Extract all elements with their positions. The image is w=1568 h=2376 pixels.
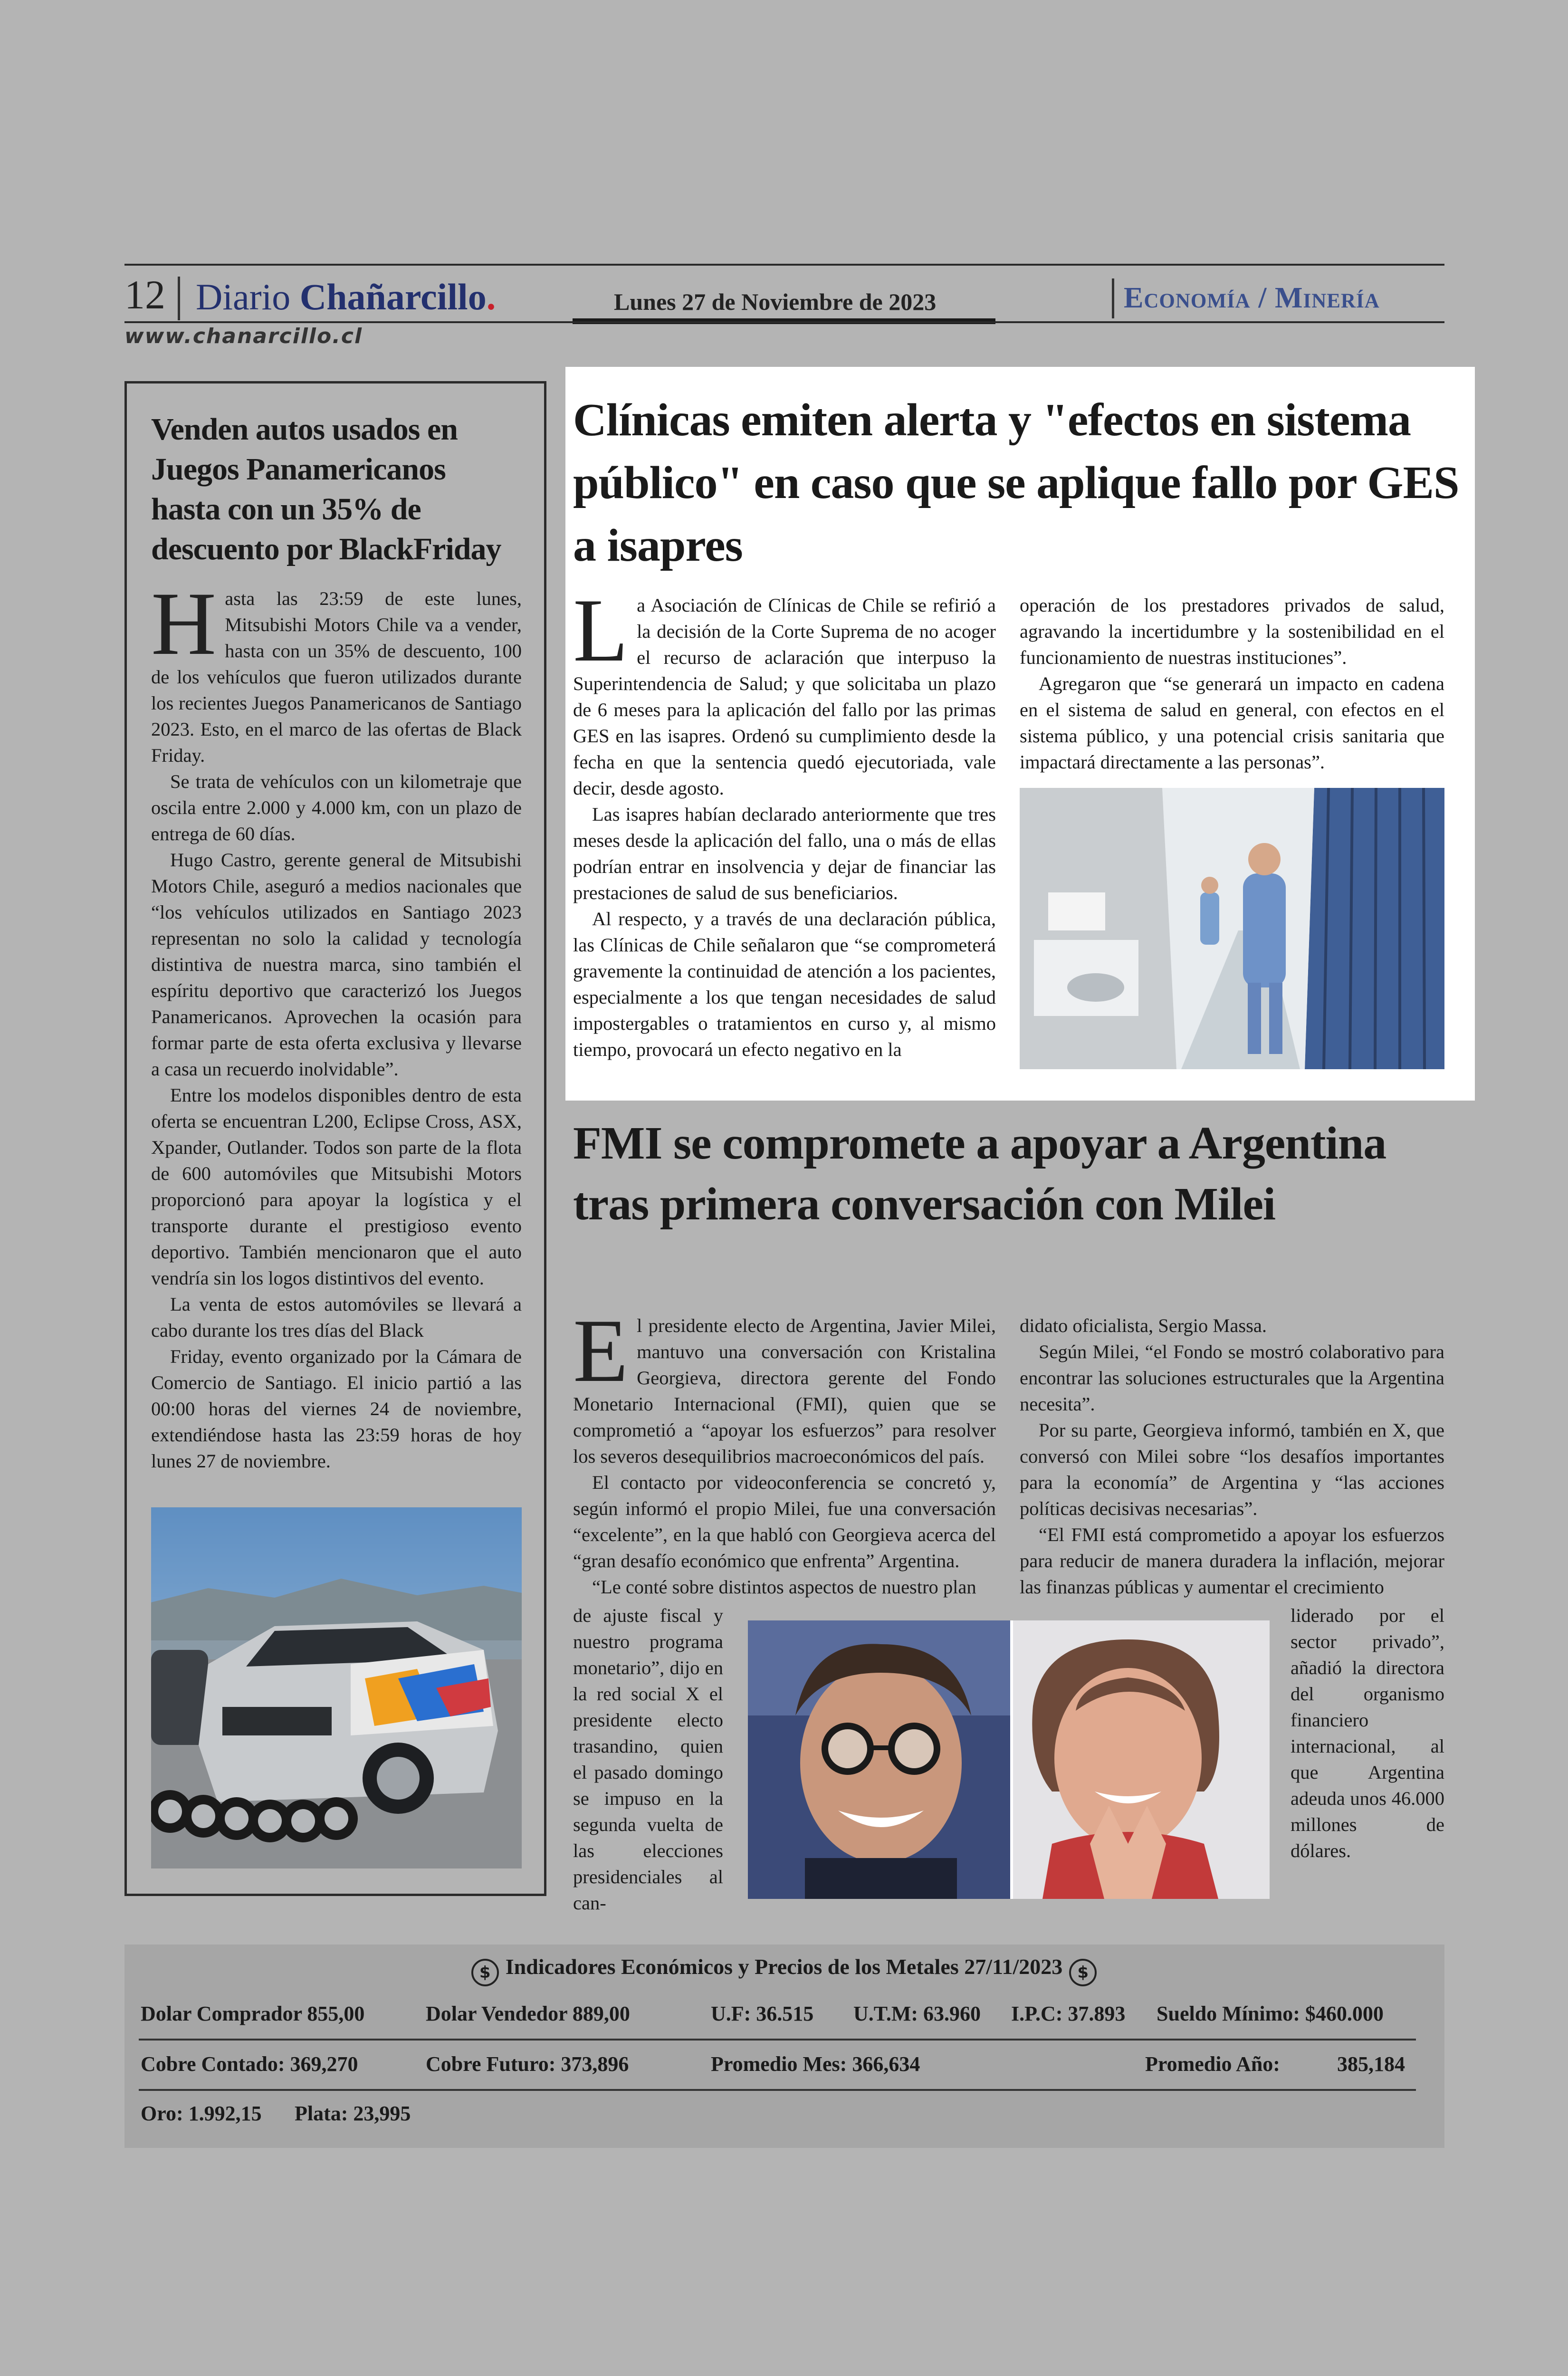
- dolar-comprador: Dolar Comprador 855,00: [141, 2002, 365, 2025]
- article2-paragraph: liderado por el sector privado”, añadió la directora del organismo financiero internacional, al que Argentina adeuda unos 46.000 millones de dólares.: [1291, 1605, 1444, 1861]
- left-article-paragraph: Se trata de vehículos con un kilometraje que oscila entre 2.000 y 4.000 km, con un plazo de entrega de 60 días.: [151, 771, 522, 844]
- paper-name: [196, 276, 496, 318]
- section-name: Economía / Minería: [1124, 282, 1380, 314]
- paper-name-bold: Chañarcillo: [299, 276, 487, 317]
- left-article-body: [151, 574, 522, 1474]
- dropcap: E: [573, 1301, 629, 1401]
- article1-paragraph: Las isapres habían declarado anteriormente que tres meses desde la aplicación del fallo, una o más de ellas podrían entrar en insolvencia y dejar de financiar las prestaciones de salud de sus beneficiarios.: [573, 804, 996, 903]
- article2-paragraph: “Le conté sobre distintos aspectos de nuestro plan: [592, 1576, 976, 1598]
- dropcap: H: [151, 574, 217, 674]
- article2-paragraph: Según Milei, “el Fondo se mostró colaborativo para encontrar las soluciones estructurales que la Argentina necesita”.: [1020, 1341, 1444, 1415]
- cobre-futuro: Cobre Futuro: 373,896: [426, 2052, 629, 2076]
- paper-name-dot: .: [486, 276, 496, 317]
- cobre-contado: Cobre Contado: 369,270: [141, 2052, 358, 2076]
- article1-paragraph: La Asociación de Clínicas de Chile se refirió a la decisión de la Corte Suprema de no acoger el recurso de aclaración que interpuso la Superintendencia de Salud; y que solicitaba un plazo de 6 meses para la aplicación del fallo por las primas GES en las isapres. Ordenó su cumplimiento desde la fecha en que la sentencia quedó ejecutoriada, vale decir, desde agosto.: [573, 581, 996, 799]
- article2-paragraph: de ajuste fiscal y nuestro programa monetario”, dijo en la red social X el presidente electo trasandino, quien el pasado domingo se impuso en la segunda vuelta de las elecciones presidenciales al can-: [573, 1605, 723, 1914]
- header-rule-bottom: [124, 321, 1444, 323]
- car-photo: [151, 1507, 522, 1868]
- promedio-mes: Promedio Mes: 366,634: [711, 2052, 920, 2076]
- indicators-title: [0, 1954, 1568, 1986]
- section-divider: [1112, 278, 1114, 318]
- dropcap: L: [573, 581, 629, 680]
- utm-value: U.T.M: 63.960: [853, 2002, 981, 2025]
- indicators-divider: [139, 2039, 1416, 2041]
- article2-column2-narrow: [1291, 1602, 1444, 1864]
- left-article-paragraph: La venta de estos automóviles se llevará a cabo durante los tres días del Black: [151, 1293, 522, 1341]
- left-article-paragraph: Hugo Castro, gerente general de Mitsubishi Motors Chile, aseguró a medios nacionales que “los vehículos utilizados en Santiago 2023 representan no solo la calidad y tecnología distintiva de nuestra marca, sino también el espíritu deportivo que caracterizó los Juegos Panamericanos. Aprovechen la ocasión para formar parte de esta oferta exclusiva y llevarse a casa un recuerdo inolvidable”.: [151, 849, 522, 1080]
- left-article-title: Venden autos usados en Juegos Panamericanos hasta con un 35% de descuento por BlackFriday: [151, 412, 501, 566]
- milei-georgieva-photo: [748, 1620, 1270, 1899]
- article2-paragraph: Por su parte, Georgieva informó, también en X, que conversó con Milei sobre “los desafíos importantes para la economía” de Argentina y “las acciones políticas decisivas necesarias”.: [1020, 1419, 1444, 1519]
- article2-paragraph: El presidente electo de Argentina, Javier Milei, mantuvo una conversación con Kristalina Georgieva, directora gerente del Fondo Monetario Internacional (FMI), quien que se comprometió a “apoyar los esfuerzos” para resolver los severos desequilibrios macroeconómicos del país.: [573, 1301, 996, 1467]
- ipc-value: I.P.C: 37.893: [1011, 2002, 1126, 2025]
- oro-value: Oro: 1.992,15: [141, 2102, 262, 2125]
- indicators-title-text: Indicadores Económicos y Precios de los Metales 27/11/2023: [505, 1954, 1063, 1979]
- paper-name-prefix: Diario: [196, 276, 300, 317]
- left-article-paragraph: Entre los modelos disponibles dentro de esta oferta se encuentran L200, Eclipse Cross, ASX, Xpander, Outlander. Todos son parte de la flota de 600 automóviles que Mitsubishi Motors proporcionó para apoyar la logística y el transporte durante el prestigioso evento deportivo. También mencionaron que el auto vendría sin los logos distintivos del evento.: [151, 1084, 522, 1289]
- money-bag-icon: $: [1069, 1959, 1097, 1986]
- uf-value: U.F: 36.515: [711, 2002, 814, 2025]
- article1-column2: [1020, 592, 1444, 775]
- hospital-photo: [1020, 788, 1444, 1069]
- left-article-paragraph: Friday, evento organizado por la Cámara de Comercio de Santiago. El inicio partió a las 00:00 horas del viernes 24 de noviembre, extendiéndose hasta las 23:59 horas de hoy lunes 27 de noviembre.: [151, 1346, 522, 1472]
- article1-paragraph: Al respecto, y a través de una declaración pública, las Clínicas de Chile señalaron que “se comprometerá gravemente la continuidad de atención a los pacientes, especialmente a los que tengan necesidades de salud impostergables o tratamientos en curso y, al mismo tiempo, provocará un efecto negativo en la: [573, 908, 996, 1060]
- sueldo-minimo: Sueldo Mínimo: $460.000: [1157, 2002, 1384, 2025]
- article2-title: FMI se compromete a apoyar a Argentina tras primera conversación con Milei: [573, 1118, 1386, 1230]
- article2-column1-narrow: [573, 1602, 723, 1916]
- promedio-anio-label: Promedio Año:: [1145, 2052, 1280, 2076]
- website-url: www.chanarcillo.cl: [124, 324, 363, 348]
- article2-paragraph: El contacto por videoconferencia se concretó y, según informó el propio Milei, fue una conversación “excelente”, en la que habló con Georgieva acerca del “gran desafío económico que enfrenta” Argentina.: [573, 1472, 996, 1571]
- plata-value: Plata: 23,995: [295, 2102, 411, 2125]
- article2-paragraph: “El FMI está comprometido a apoyar los esfuerzos para reducir de manera duradera la inflación, mejorar las finanzas públicas y aumentar el crecimiento: [1020, 1524, 1444, 1598]
- header-rule-top: [124, 264, 1444, 266]
- issue-date: Lunes 27 de Noviembre de 2023: [614, 288, 937, 315]
- money-bag-icon: $: [471, 1959, 499, 1986]
- article2-column1: [573, 1301, 996, 1600]
- indicators-divider: [139, 2089, 1416, 2091]
- left-article-paragraph: Hasta las 23:59 de este lunes, Mitsubishi Motors Chile va a vender, hasta con un 35% de descuento, 100 de los vehículos que fueron utilizados durante los recientes Juegos Panamericanos de Santiago 2023. Esto, en el marco de las ofertas de Black Friday.: [151, 574, 522, 766]
- page-number: 12: [124, 272, 165, 317]
- page-number-divider: [178, 277, 180, 320]
- dolar-vendedor: Dolar Vendedor 889,00: [426, 2002, 630, 2025]
- article1-paragraph: Agregaron que “se generará un impacto en cadena en el sistema de salud en general, con efectos en el sistema público, y una potencial crisis sanitaria que impactará directamente a las personas”.: [1020, 673, 1444, 773]
- promedio-anio-value: 385,184: [1337, 2052, 1405, 2076]
- article2-paragraph: didato oficialista, Sergio Massa.: [1020, 1315, 1267, 1336]
- article1-column1: [573, 581, 996, 1063]
- article2-column2: [1020, 1313, 1444, 1600]
- article1-title: Clínicas emiten alerta y "efectos en sistema público" en caso que se aplique fallo por GES a isapres: [573, 394, 1459, 571]
- article1-paragraph: operación de los prestadores privados de salud, agravando la incertidumbre y la sostenibilidad en el funcionamiento de nuestras instituciones”.: [1020, 594, 1444, 668]
